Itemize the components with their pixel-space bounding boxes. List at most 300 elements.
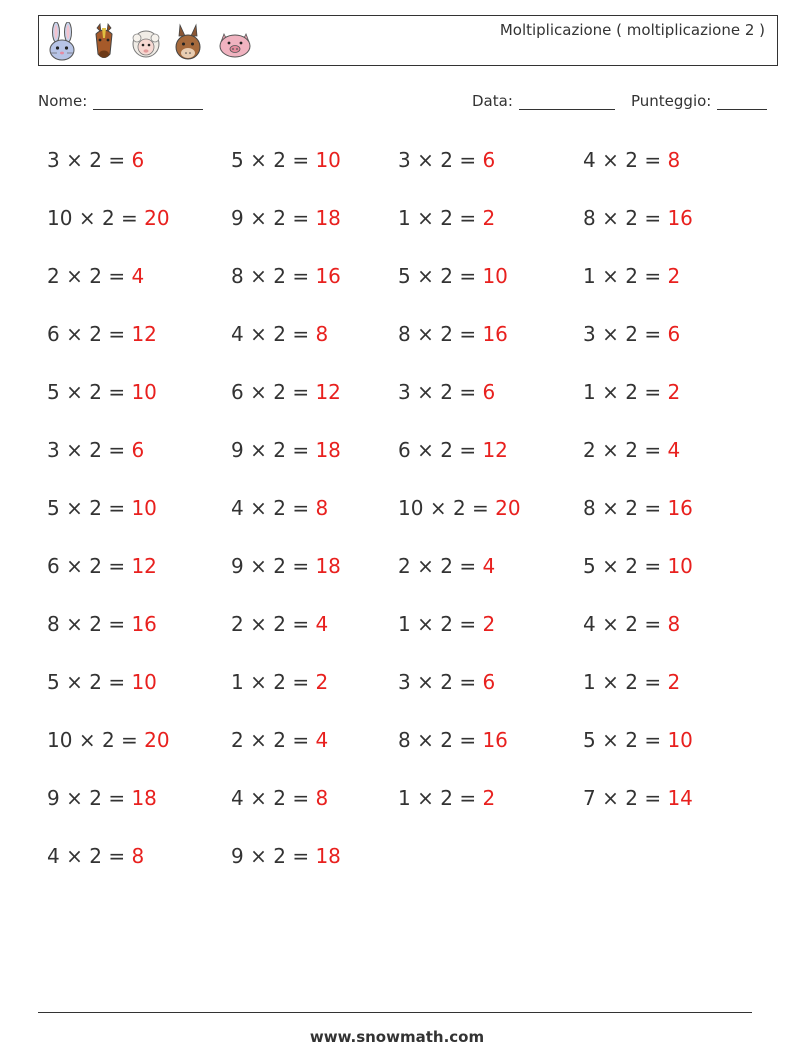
problem-item bbox=[398, 670, 495, 694]
problem-answer: 12 bbox=[131, 322, 157, 346]
problem-operand-a: 9 bbox=[231, 554, 244, 578]
problem-times-sign: × bbox=[417, 438, 434, 462]
problem-equals-sign: = bbox=[292, 554, 310, 578]
problem-item bbox=[231, 438, 341, 462]
problem-times-sign: × bbox=[66, 148, 83, 172]
problem-operand-a: 3 bbox=[47, 148, 60, 172]
problem-equals-sign: = bbox=[459, 264, 477, 288]
problem-operand-a: 1 bbox=[583, 264, 596, 288]
problem-operand-a: 9 bbox=[231, 206, 244, 230]
problem-operand-a: 1 bbox=[398, 786, 411, 810]
problem-answer: 10 bbox=[131, 380, 157, 404]
problem-operand-b: 2 bbox=[440, 612, 453, 636]
problem-equals-sign: = bbox=[292, 728, 310, 752]
problem-operand-b: 2 bbox=[440, 380, 453, 404]
problem-answer: 6 bbox=[482, 380, 496, 404]
problem-item bbox=[231, 670, 328, 694]
problem-operand-a: 3 bbox=[398, 380, 411, 404]
problem-answer: 18 bbox=[315, 554, 341, 578]
problem-operand-a: 4 bbox=[231, 496, 244, 520]
problem-operand-b: 2 bbox=[273, 206, 286, 230]
problem-operand-b: 2 bbox=[440, 786, 453, 810]
problem-item bbox=[231, 612, 328, 636]
score-blank-line[interactable] bbox=[717, 92, 767, 110]
problem-operand-b: 2 bbox=[273, 786, 286, 810]
problem-item bbox=[583, 670, 680, 694]
problem-equals-sign: = bbox=[459, 438, 477, 462]
problem-item bbox=[398, 438, 508, 462]
problem-item bbox=[583, 380, 680, 404]
problem-operand-a: 8 bbox=[398, 322, 411, 346]
problem-equals-sign: = bbox=[108, 612, 126, 636]
problem-operand-a: 5 bbox=[398, 264, 411, 288]
problem-operand-b: 2 bbox=[273, 554, 286, 578]
problem-answer: 20 bbox=[144, 728, 170, 752]
footer-divider bbox=[38, 1012, 752, 1013]
problem-operand-b: 2 bbox=[273, 844, 286, 868]
problem-times-sign: × bbox=[602, 496, 619, 520]
worksheet-header bbox=[38, 15, 778, 66]
problem-operand-b: 2 bbox=[101, 206, 115, 230]
problem-times-sign: × bbox=[602, 438, 619, 462]
problem-answer: 14 bbox=[667, 786, 693, 810]
problem-answer: 20 bbox=[495, 496, 521, 520]
problem-answer: 6 bbox=[482, 670, 496, 694]
problem-equals-sign: = bbox=[644, 206, 662, 230]
problem-operand-a: 4 bbox=[47, 844, 60, 868]
problem-operand-b: 2 bbox=[89, 844, 102, 868]
problem-item bbox=[47, 612, 157, 636]
problem-operand-a: 6 bbox=[398, 438, 411, 462]
problem-equals-sign: = bbox=[292, 438, 310, 462]
problem-equals-sign: = bbox=[644, 728, 662, 752]
problem-equals-sign: = bbox=[292, 670, 310, 694]
problem-operand-b: 2 bbox=[440, 438, 453, 462]
problem-operand-a: 5 bbox=[47, 496, 60, 520]
problem-answer: 10 bbox=[315, 148, 341, 172]
problem-equals-sign: = bbox=[108, 438, 126, 462]
problem-times-sign: × bbox=[78, 206, 96, 230]
problem-answer: 2 bbox=[482, 786, 496, 810]
problem-answer: 8 bbox=[131, 844, 145, 868]
problem-item bbox=[583, 496, 693, 520]
problem-item bbox=[398, 264, 508, 288]
problem-answer: 8 bbox=[315, 496, 329, 520]
problem-operand-b: 2 bbox=[273, 612, 286, 636]
problem-equals-sign: = bbox=[459, 612, 477, 636]
problem-equals-sign: = bbox=[292, 322, 310, 346]
problem-times-sign: × bbox=[429, 496, 447, 520]
problem-operand-a: 10 bbox=[398, 496, 424, 520]
problem-answer: 20 bbox=[144, 206, 170, 230]
problem-operand-b: 2 bbox=[273, 438, 286, 462]
problem-equals-sign: = bbox=[472, 496, 489, 520]
date-blank-line[interactable] bbox=[519, 92, 615, 110]
problem-operand-a: 4 bbox=[583, 612, 596, 636]
problem-operand-b: 2 bbox=[440, 728, 453, 752]
problem-equals-sign: = bbox=[108, 670, 126, 694]
problem-answer: 4 bbox=[667, 438, 681, 462]
problem-operand-b: 2 bbox=[625, 496, 638, 520]
problem-operand-a: 4 bbox=[583, 148, 596, 172]
problem-operand-b: 2 bbox=[452, 496, 466, 520]
problem-operand-a: 8 bbox=[583, 496, 596, 520]
problem-times-sign: × bbox=[417, 206, 434, 230]
problem-answer: 10 bbox=[482, 264, 508, 288]
name-field bbox=[38, 92, 203, 110]
problem-operand-a: 4 bbox=[231, 322, 244, 346]
problem-answer: 10 bbox=[131, 670, 157, 694]
problem-equals-sign: = bbox=[644, 554, 662, 578]
problem-operand-b: 2 bbox=[625, 206, 638, 230]
problem-answer: 2 bbox=[667, 264, 681, 288]
problem-equals-sign: = bbox=[121, 728, 138, 752]
problem-item bbox=[47, 322, 157, 346]
problem-equals-sign: = bbox=[644, 612, 662, 636]
problem-operand-a: 1 bbox=[583, 670, 596, 694]
problem-equals-sign: = bbox=[108, 322, 126, 346]
problem-answer: 6 bbox=[131, 148, 145, 172]
problem-operand-a: 5 bbox=[47, 670, 60, 694]
problem-item bbox=[398, 496, 521, 520]
problem-operand-b: 2 bbox=[89, 670, 102, 694]
problem-operand-b: 2 bbox=[625, 670, 638, 694]
problem-answer: 10 bbox=[667, 554, 693, 578]
problem-operand-a: 3 bbox=[47, 438, 60, 462]
problem-answer: 4 bbox=[131, 264, 145, 288]
score-label: Punteggio: bbox=[631, 92, 712, 110]
problem-operand-a: 5 bbox=[583, 554, 596, 578]
problem-answer: 16 bbox=[667, 206, 693, 230]
problem-item bbox=[47, 786, 157, 810]
problem-item bbox=[47, 438, 144, 462]
problem-answer: 6 bbox=[482, 148, 496, 172]
problem-times-sign: × bbox=[250, 496, 267, 520]
problem-equals-sign: = bbox=[108, 496, 126, 520]
problem-answer: 2 bbox=[667, 380, 681, 404]
name-label: Nome: bbox=[38, 92, 88, 110]
problem-item bbox=[583, 264, 680, 288]
problem-item bbox=[583, 786, 693, 810]
problem-answer: 8 bbox=[667, 612, 681, 636]
problem-operand-a: 8 bbox=[583, 206, 596, 230]
problem-times-sign: × bbox=[78, 728, 96, 752]
date-field bbox=[472, 92, 615, 110]
horse-icon bbox=[87, 22, 121, 62]
problem-times-sign: × bbox=[66, 554, 83, 578]
problem-equals-sign: = bbox=[459, 728, 477, 752]
problem-item bbox=[398, 786, 495, 810]
problem-operand-a: 6 bbox=[47, 322, 60, 346]
problem-times-sign: × bbox=[602, 380, 619, 404]
problem-operand-b: 2 bbox=[625, 612, 638, 636]
problem-equals-sign: = bbox=[292, 496, 310, 520]
problem-equals-sign: = bbox=[459, 380, 477, 404]
problem-answer: 18 bbox=[315, 438, 341, 462]
problem-equals-sign: = bbox=[108, 844, 126, 868]
problem-times-sign: × bbox=[417, 612, 434, 636]
problem-operand-a: 2 bbox=[231, 728, 244, 752]
name-blank-line[interactable] bbox=[93, 92, 203, 110]
problem-operand-b: 2 bbox=[101, 728, 115, 752]
problem-item bbox=[47, 554, 157, 578]
problem-operand-b: 2 bbox=[625, 438, 638, 462]
donkey-icon bbox=[171, 22, 205, 62]
problem-operand-b: 2 bbox=[440, 148, 453, 172]
problem-equals-sign: = bbox=[292, 612, 310, 636]
problem-operand-a: 2 bbox=[231, 612, 244, 636]
problem-item bbox=[398, 554, 495, 578]
problem-operand-a: 2 bbox=[398, 554, 411, 578]
problem-answer: 2 bbox=[315, 670, 329, 694]
footer-website: www.snowmath.com bbox=[309, 1028, 485, 1046]
problem-equals-sign: = bbox=[644, 148, 662, 172]
problem-equals-sign: = bbox=[292, 206, 310, 230]
problem-item bbox=[231, 844, 341, 868]
problem-answer: 16 bbox=[131, 612, 157, 636]
problem-equals-sign: = bbox=[644, 670, 662, 694]
problem-answer: 4 bbox=[315, 728, 329, 752]
problem-answer: 18 bbox=[315, 206, 341, 230]
problem-operand-b: 2 bbox=[273, 322, 286, 346]
problem-equals-sign: = bbox=[292, 786, 310, 810]
problem-item bbox=[231, 554, 341, 578]
problem-equals-sign: = bbox=[459, 148, 477, 172]
problem-operand-a: 1 bbox=[398, 612, 411, 636]
problem-times-sign: × bbox=[250, 380, 267, 404]
problem-operand-b: 2 bbox=[273, 496, 286, 520]
problem-times-sign: × bbox=[66, 670, 83, 694]
problem-operand-a: 1 bbox=[231, 670, 244, 694]
problem-operand-b: 2 bbox=[273, 728, 286, 752]
problem-equals-sign: = bbox=[108, 786, 126, 810]
problem-item bbox=[47, 728, 170, 752]
problem-equals-sign: = bbox=[108, 264, 126, 288]
problem-operand-a: 2 bbox=[583, 438, 596, 462]
problem-times-sign: × bbox=[417, 380, 434, 404]
problem-operand-a: 7 bbox=[583, 786, 596, 810]
problem-item bbox=[231, 380, 341, 404]
problem-equals-sign: = bbox=[644, 264, 662, 288]
problem-times-sign: × bbox=[250, 554, 267, 578]
problem-times-sign: × bbox=[250, 728, 267, 752]
problem-item bbox=[583, 322, 680, 346]
problem-operand-a: 1 bbox=[398, 206, 411, 230]
problem-equals-sign: = bbox=[644, 438, 662, 462]
problem-item bbox=[47, 148, 144, 172]
score-field bbox=[631, 92, 767, 110]
problem-times-sign: × bbox=[66, 844, 83, 868]
problem-item bbox=[398, 322, 508, 346]
problem-times-sign: × bbox=[417, 322, 434, 346]
problem-equals-sign: = bbox=[108, 148, 126, 172]
problem-operand-b: 2 bbox=[89, 612, 102, 636]
problem-equals-sign: = bbox=[644, 496, 662, 520]
problem-answer: 16 bbox=[667, 496, 693, 520]
problem-equals-sign: = bbox=[292, 264, 310, 288]
problem-item bbox=[231, 148, 341, 172]
problem-times-sign: × bbox=[417, 786, 434, 810]
problem-times-sign: × bbox=[602, 264, 619, 288]
problem-equals-sign: = bbox=[121, 206, 138, 230]
problem-times-sign: × bbox=[250, 264, 267, 288]
problem-answer: 4 bbox=[482, 554, 496, 578]
problem-operand-b: 2 bbox=[625, 786, 638, 810]
problem-operand-b: 2 bbox=[440, 554, 453, 578]
problem-operand-b: 2 bbox=[273, 264, 286, 288]
problem-item bbox=[583, 612, 680, 636]
problem-operand-b: 2 bbox=[625, 148, 638, 172]
problem-times-sign: × bbox=[602, 786, 619, 810]
problem-times-sign: × bbox=[250, 786, 267, 810]
problem-answer: 18 bbox=[315, 844, 341, 868]
problem-times-sign: × bbox=[250, 612, 267, 636]
problem-times-sign: × bbox=[417, 670, 434, 694]
problem-operand-b: 2 bbox=[273, 148, 286, 172]
problem-item bbox=[583, 148, 680, 172]
problem-answer: 12 bbox=[315, 380, 341, 404]
problem-answer: 8 bbox=[315, 786, 329, 810]
problem-operand-b: 2 bbox=[273, 670, 286, 694]
problem-times-sign: × bbox=[66, 786, 83, 810]
problem-answer: 18 bbox=[131, 786, 157, 810]
problem-operand-a: 2 bbox=[47, 264, 60, 288]
problem-operand-a: 10 bbox=[47, 728, 73, 752]
problem-item bbox=[583, 554, 693, 578]
problem-answer: 2 bbox=[482, 206, 496, 230]
problem-operand-b: 2 bbox=[625, 380, 638, 404]
problem-times-sign: × bbox=[417, 148, 434, 172]
problem-times-sign: × bbox=[250, 670, 267, 694]
problem-times-sign: × bbox=[250, 844, 267, 868]
problem-times-sign: × bbox=[417, 728, 434, 752]
problem-times-sign: × bbox=[66, 322, 83, 346]
problem-answer: 16 bbox=[482, 322, 508, 346]
problem-item bbox=[231, 206, 341, 230]
problem-equals-sign: = bbox=[459, 670, 477, 694]
problem-item bbox=[231, 786, 328, 810]
problem-times-sign: × bbox=[602, 206, 619, 230]
problem-item bbox=[398, 206, 495, 230]
problem-times-sign: × bbox=[250, 148, 267, 172]
problem-equals-sign: = bbox=[459, 786, 477, 810]
problem-equals-sign: = bbox=[292, 148, 310, 172]
problem-item bbox=[231, 496, 328, 520]
problem-operand-b: 2 bbox=[89, 438, 102, 462]
problem-item bbox=[231, 728, 328, 752]
problem-operand-a: 9 bbox=[231, 844, 244, 868]
problem-item bbox=[47, 264, 144, 288]
problem-answer: 6 bbox=[131, 438, 145, 462]
problem-item bbox=[231, 322, 328, 346]
problem-operand-b: 2 bbox=[625, 728, 638, 752]
problem-equals-sign: = bbox=[644, 322, 662, 346]
problem-equals-sign: = bbox=[459, 206, 477, 230]
problem-operand-b: 2 bbox=[625, 264, 638, 288]
problem-operand-a: 9 bbox=[231, 438, 244, 462]
date-label: Data: bbox=[472, 92, 513, 110]
problem-answer: 2 bbox=[482, 612, 496, 636]
problem-answer: 8 bbox=[315, 322, 329, 346]
problem-operand-b: 2 bbox=[89, 496, 102, 520]
problem-operand-b: 2 bbox=[89, 322, 102, 346]
problem-operand-a: 8 bbox=[398, 728, 411, 752]
problem-equals-sign: = bbox=[459, 554, 477, 578]
problem-operand-b: 2 bbox=[89, 554, 102, 578]
problem-item bbox=[231, 264, 341, 288]
problem-times-sign: × bbox=[602, 148, 619, 172]
problem-answer: 10 bbox=[131, 496, 157, 520]
pig-icon bbox=[213, 22, 257, 62]
problem-item bbox=[398, 612, 495, 636]
problem-answer: 8 bbox=[667, 148, 681, 172]
problem-times-sign: × bbox=[602, 728, 619, 752]
problem-equals-sign: = bbox=[292, 844, 310, 868]
problem-times-sign: × bbox=[66, 438, 83, 462]
problem-times-sign: × bbox=[417, 554, 434, 578]
problem-operand-a: 6 bbox=[47, 554, 60, 578]
problem-operand-b: 2 bbox=[89, 380, 102, 404]
problem-item bbox=[47, 496, 157, 520]
problem-answer: 16 bbox=[482, 728, 508, 752]
problem-equals-sign: = bbox=[644, 380, 662, 404]
problem-answer: 4 bbox=[315, 612, 329, 636]
problem-operand-a: 3 bbox=[583, 322, 596, 346]
problem-equals-sign: = bbox=[108, 380, 126, 404]
problem-operand-b: 2 bbox=[89, 786, 102, 810]
problem-answer: 2 bbox=[667, 670, 681, 694]
problem-times-sign: × bbox=[66, 264, 83, 288]
problem-equals-sign: = bbox=[292, 380, 310, 404]
problem-answer: 6 bbox=[667, 322, 681, 346]
problem-operand-a: 5 bbox=[583, 728, 596, 752]
problem-item bbox=[47, 206, 170, 230]
problem-operand-b: 2 bbox=[440, 322, 453, 346]
sheep-icon bbox=[129, 22, 163, 62]
problem-equals-sign: = bbox=[459, 322, 477, 346]
problem-operand-a: 8 bbox=[47, 612, 60, 636]
problem-times-sign: × bbox=[417, 264, 434, 288]
problem-item bbox=[583, 438, 680, 462]
rabbit-icon bbox=[45, 22, 79, 62]
problem-times-sign: × bbox=[66, 380, 83, 404]
problem-equals-sign: = bbox=[644, 786, 662, 810]
problem-times-sign: × bbox=[250, 206, 267, 230]
problem-operand-b: 2 bbox=[625, 554, 638, 578]
problem-times-sign: × bbox=[602, 612, 619, 636]
problem-times-sign: × bbox=[250, 322, 267, 346]
problem-answer: 12 bbox=[482, 438, 508, 462]
animal-icons bbox=[45, 20, 257, 64]
problem-operand-a: 9 bbox=[47, 786, 60, 810]
problem-operand-a: 5 bbox=[231, 148, 244, 172]
problem-times-sign: × bbox=[602, 670, 619, 694]
problem-answer: 16 bbox=[315, 264, 341, 288]
problem-operand-b: 2 bbox=[273, 380, 286, 404]
problem-operand-b: 2 bbox=[440, 206, 453, 230]
problem-operand-a: 1 bbox=[583, 380, 596, 404]
problem-answer: 10 bbox=[667, 728, 693, 752]
problem-times-sign: × bbox=[66, 612, 83, 636]
problem-times-sign: × bbox=[602, 322, 619, 346]
problem-operand-a: 6 bbox=[231, 380, 244, 404]
problem-operand-b: 2 bbox=[440, 264, 453, 288]
problem-operand-a: 10 bbox=[47, 206, 73, 230]
problem-operand-a: 5 bbox=[47, 380, 60, 404]
problem-operand-a: 4 bbox=[231, 786, 244, 810]
problem-operand-a: 3 bbox=[398, 148, 411, 172]
problem-operand-b: 2 bbox=[89, 264, 102, 288]
